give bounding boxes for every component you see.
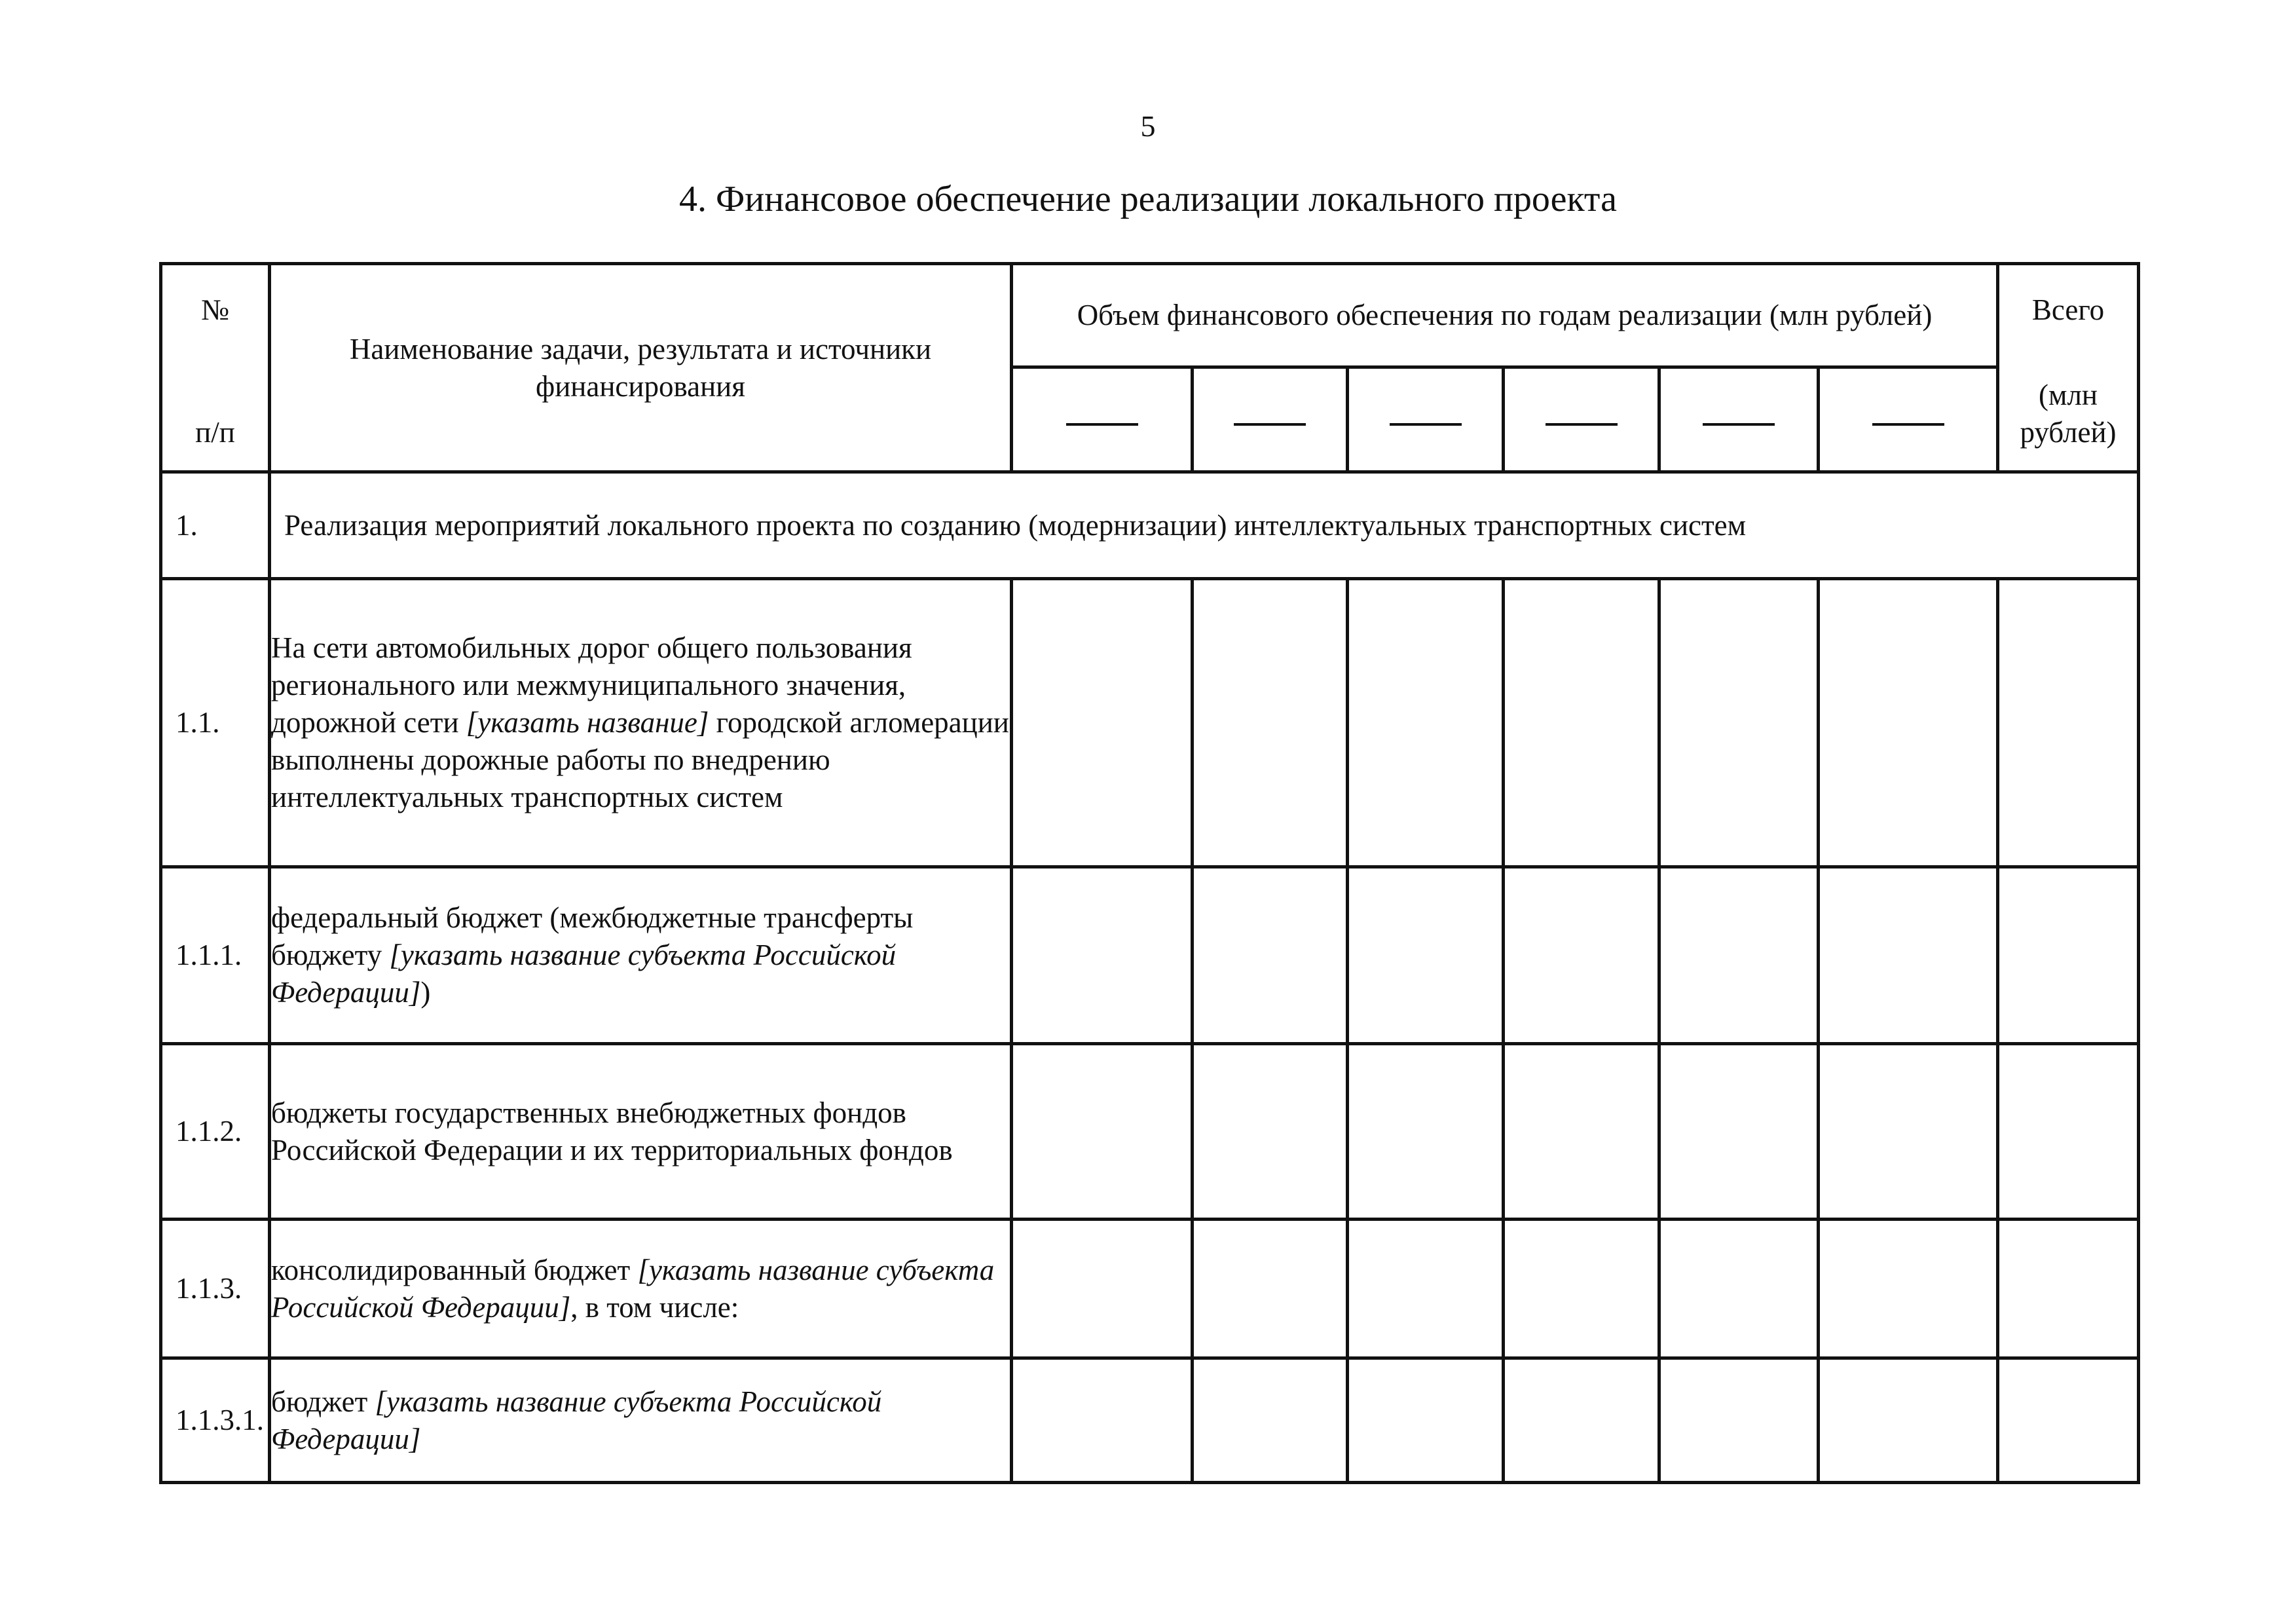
table-row	[161, 1358, 2139, 1483]
year-placeholder-rule	[1066, 423, 1138, 426]
header-years-title: Объем финансового обеспечения по годам реализации (млн рублей)	[1077, 299, 1933, 331]
header-total-label: Всего	[2031, 293, 2105, 326]
row-name-text: )	[420, 976, 431, 1009]
row-number: 1.1.	[161, 579, 270, 867]
header-num-sub: п/п	[195, 415, 235, 449]
section-row-number: 1.	[161, 472, 270, 579]
value-cell-year-2[interactable]	[1193, 867, 1348, 1044]
value-cell-year-2[interactable]	[1193, 579, 1348, 867]
value-cell-year-5[interactable]	[1659, 1358, 1819, 1483]
value-cell-year-4[interactable]	[1504, 579, 1659, 867]
value-cell-year-6[interactable]	[1819, 1220, 1998, 1358]
year-header-cell-4	[1504, 367, 1659, 472]
table-row	[161, 1044, 2139, 1220]
value-cell-year-3[interactable]	[1348, 1220, 1504, 1358]
row-name	[270, 1044, 1012, 1220]
row-name	[270, 1358, 1012, 1483]
row-name-text: бюджет	[271, 1385, 375, 1418]
value-cell-year-3[interactable]	[1348, 1044, 1504, 1220]
section-title: 4. Финансовое обеспечение реализации локального проекта	[679, 179, 1617, 219]
placeholder-text: [указать название]	[466, 706, 709, 739]
value-cell-year-5[interactable]	[1659, 1044, 1819, 1220]
header-name-label: Наименование задачи, результата и источники финансирования	[349, 332, 932, 403]
value-cell-year-2[interactable]	[1193, 1358, 1348, 1483]
header-num-cell	[161, 264, 270, 472]
row-number: 1.1.3.1.	[161, 1358, 270, 1483]
row-name	[270, 867, 1012, 1044]
header-name-cell	[270, 264, 1012, 472]
header-num-symbol: №	[201, 293, 229, 326]
header-total-unit: (млн рублей)	[2020, 378, 2117, 449]
row-number: 1.1.1.	[161, 867, 270, 1044]
row-name	[270, 579, 1012, 867]
year-placeholder-rule	[1234, 423, 1306, 426]
value-cell-total[interactable]	[1998, 579, 2139, 867]
table-row	[161, 867, 2139, 1044]
value-cell-year-4[interactable]	[1504, 1358, 1659, 1483]
header-years-title-cell	[1012, 264, 1998, 367]
year-header-cell-5	[1659, 367, 1819, 472]
year-header-cell-3	[1348, 367, 1504, 472]
value-cell-year-5[interactable]	[1659, 1220, 1819, 1358]
value-cell-year-6[interactable]	[1819, 1358, 1998, 1483]
header-row-top	[161, 264, 2139, 367]
value-cell-year-3[interactable]	[1348, 579, 1504, 867]
value-cell-total[interactable]	[1998, 867, 2139, 1044]
value-cell-year-1[interactable]	[1012, 579, 1193, 867]
row-name	[270, 1220, 1012, 1358]
year-header-cell-1	[1012, 367, 1193, 472]
value-cell-year-1[interactable]	[1012, 1220, 1193, 1358]
value-cell-year-4[interactable]	[1504, 1220, 1659, 1358]
row-name-text: городской агломерации выполнены дорожные работы по внедрению интеллектуальных транспортных систем	[271, 706, 1009, 813]
table-body	[161, 264, 2139, 1483]
value-cell-year-1[interactable]	[1012, 1044, 1193, 1220]
value-cell-year-3[interactable]	[1348, 1358, 1504, 1483]
header-total-cell	[1998, 264, 2139, 472]
value-cell-year-5[interactable]	[1659, 579, 1819, 867]
financing-table	[159, 262, 2140, 1484]
value-cell-year-1[interactable]	[1012, 867, 1193, 1044]
row-name-text: бюджеты государственных внебюджетных фондов Российской Федерации и их территориальных фондов	[271, 1096, 953, 1166]
row-name-text: консолидированный бюджет	[271, 1253, 638, 1286]
placeholder-text: [указать название субъекта Российской Федерации]	[271, 939, 897, 1009]
value-cell-total[interactable]	[1998, 1220, 2139, 1358]
value-cell-year-1[interactable]	[1012, 1358, 1193, 1483]
value-cell-total[interactable]	[1998, 1358, 2139, 1483]
placeholder-text: [указать название субъекта Российской Федерации]	[271, 1253, 995, 1324]
row-name-text: федеральный бюджет (межбюджетные трансферты бюджету	[271, 901, 914, 971]
section-row-text: Реализация мероприятий локального проекта по созданию (модернизации) интеллектуальных транспортных систем	[270, 472, 2139, 579]
row-number: 1.1.2.	[161, 1044, 270, 1220]
row-name-text: На сети автомобильных дорог общего пользования регионального или межмуниципального значения, дорожной сети	[271, 631, 912, 739]
value-cell-year-6[interactable]	[1819, 867, 1998, 1044]
placeholder-text: [указать название субъекта Российской Федерации]	[271, 1385, 882, 1455]
year-placeholder-rule	[1390, 423, 1462, 426]
value-cell-total[interactable]	[1998, 1044, 2139, 1220]
value-cell-year-6[interactable]	[1819, 579, 1998, 867]
year-header-cell-2	[1193, 367, 1348, 472]
value-cell-year-5[interactable]	[1659, 867, 1819, 1044]
value-cell-year-4[interactable]	[1504, 867, 1659, 1044]
value-cell-year-2[interactable]	[1193, 1220, 1348, 1358]
section-row	[161, 472, 2139, 579]
year-placeholder-rule	[1872, 423, 1944, 426]
row-number: 1.1.3.	[161, 1220, 270, 1358]
table-row	[161, 579, 2139, 867]
row-name-text: , в том числе:	[570, 1290, 739, 1324]
page-number: 5	[1140, 109, 1156, 143]
value-cell-year-6[interactable]	[1819, 1044, 1998, 1220]
value-cell-year-3[interactable]	[1348, 867, 1504, 1044]
value-cell-year-4[interactable]	[1504, 1044, 1659, 1220]
year-placeholder-rule	[1703, 423, 1775, 426]
year-header-cell-6	[1819, 367, 1998, 472]
year-placeholder-rule	[1546, 423, 1618, 426]
value-cell-year-2[interactable]	[1193, 1044, 1348, 1220]
table-row	[161, 1220, 2139, 1358]
